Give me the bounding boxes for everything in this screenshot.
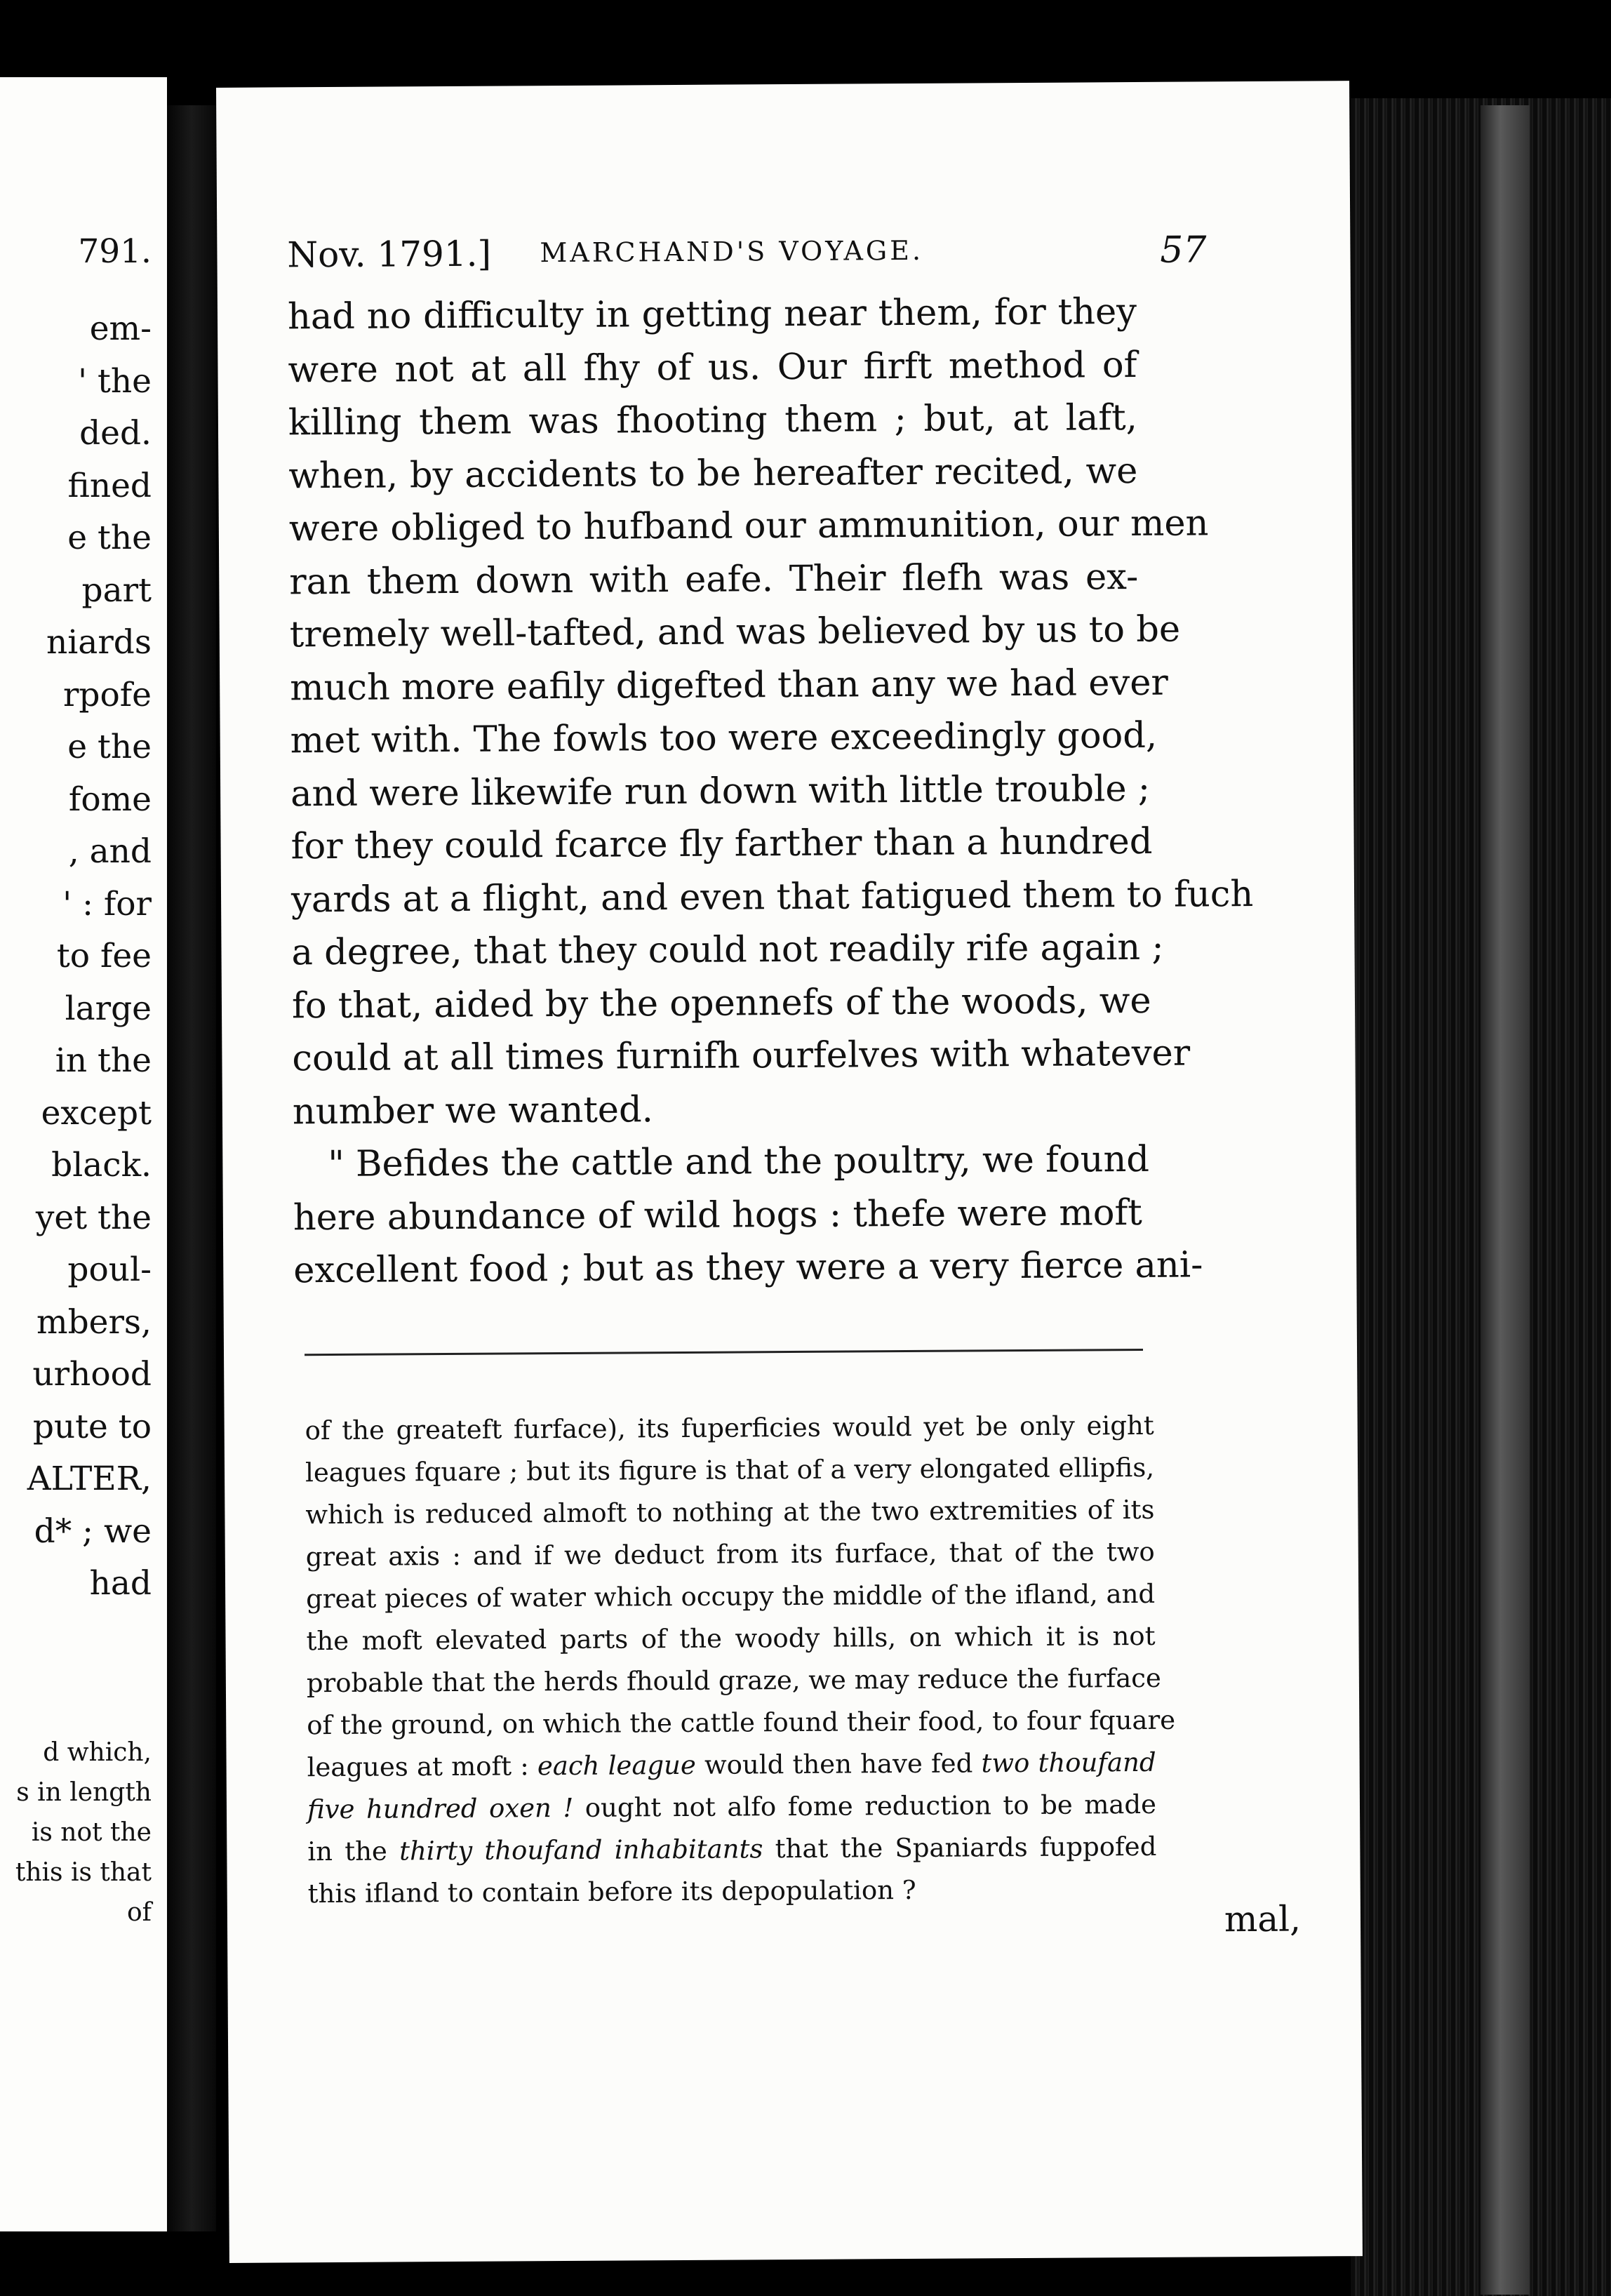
footnote-line: of the greateft furface), its fuperficies would yet be only eight <box>305 1410 1154 1446</box>
footnote-italic: two thoufand <box>981 1747 1156 1779</box>
footnote-line: great pieces of water which occupy the middle of the ifland, and <box>306 1578 1156 1615</box>
book-gutter <box>167 105 216 2231</box>
footnote-line <box>307 1826 1156 1873</box>
left-page-footnote-line: d which, <box>43 1738 152 1767</box>
left-page-line: had <box>89 1564 152 1603</box>
left-page-line: , and <box>68 832 152 871</box>
left-page-line: black. <box>51 1146 152 1184</box>
left-page-line: mbers, <box>36 1302 152 1342</box>
left-page-line: pute to <box>32 1407 152 1446</box>
left-page-line: in the <box>55 1041 152 1080</box>
body-line: " Befides the cattle and the poultry, we found <box>328 1138 1150 1186</box>
body-line: and were likewife run down with little trouble ; <box>290 768 1151 815</box>
body-line: when, by accidents to be hereafter recited, we <box>288 450 1138 497</box>
left-page-line: niards <box>46 623 152 662</box>
running-head <box>287 229 1206 283</box>
body-text <box>287 286 1254 1297</box>
footnote-line: this ifland to contain before its depopulation ? <box>307 1874 916 1909</box>
left-page-line: poul- <box>67 1250 152 1289</box>
body-line: number we wanted. <box>292 1088 654 1133</box>
footnote-span: would then have fed <box>704 1748 973 1780</box>
left-page-line: ded. <box>79 414 152 453</box>
running-head-date: Nov. 1791.] <box>287 233 492 276</box>
body-line: could at all times furnifh ourfelves with whatever <box>292 1032 1191 1080</box>
body-line: here abundance of wild hogs : thefe were moft <box>293 1192 1142 1239</box>
left-page-line: em- <box>89 309 152 348</box>
footnote-line: great axis : and if we deduct from its furface, that of the two <box>305 1536 1155 1573</box>
footnote-span: that the Spaniards fuppofed <box>775 1831 1157 1864</box>
left-page-line: yet the <box>35 1198 152 1237</box>
body-line: killing them was fhooting them ; but, at laft, <box>288 396 1138 444</box>
left-page-footnote-line: is not the <box>31 1818 152 1847</box>
left-page-line: 791. <box>78 232 152 271</box>
footnote-italic: thirty thoufand inhabitants <box>399 1834 763 1867</box>
book-edge-strip <box>1480 105 1530 2295</box>
body-line: a degree, that they could not readily rife again ; <box>291 926 1164 974</box>
footnote-italic: five hundred oxen ! <box>307 1792 574 1825</box>
body-line: had no difficulty in getting near them, for they <box>287 291 1137 338</box>
body-line: yards at a flight, and even that fatigued them to fuch <box>290 873 1254 921</box>
footnote-line: leagues fquare ; but its figure is that of a very elongated ellipfis, <box>305 1452 1155 1488</box>
page <box>216 81 1363 2263</box>
footnote-span: ought not alfo fome reduction to be made <box>584 1789 1157 1823</box>
footnote-italic: each league <box>537 1749 696 1782</box>
body-line: fo that, aided by the opennefs of the woods, we <box>291 980 1151 1027</box>
footnote-span: in the <box>307 1836 388 1867</box>
footnote-line: probable that the herds fhould graze, we may reduce the furface <box>306 1662 1161 1699</box>
left-page-line: except <box>41 1093 152 1133</box>
footnote-line: the moft elevated parts of the woody hills, on which it is not <box>306 1620 1156 1657</box>
body-line: were obliged to hufband our ammunition, our men <box>288 502 1209 550</box>
left-page-line: e the <box>67 519 152 557</box>
left-page-line: fome <box>68 780 152 819</box>
body-line: tremely well-tafted, and was believed by us to be <box>289 608 1181 656</box>
footnote-line <box>307 1742 1156 1789</box>
body-line: for they could fcarce fly farther than a hundred <box>290 820 1153 868</box>
footnote-line <box>307 1784 1156 1831</box>
left-page-line: fined <box>67 466 152 505</box>
facing-page-left <box>0 77 167 2231</box>
body-line: excellent food ; but as they were a very fierce ani- <box>293 1244 1203 1292</box>
footnote-line: which is reduced almoft to nothing at the two extremities of its <box>305 1494 1155 1530</box>
catchword: mal, <box>1224 1898 1302 1940</box>
left-page-footnote-line: of <box>127 1898 152 1927</box>
left-page-line: to fee <box>56 937 152 975</box>
left-page-footnote-line: s in length <box>16 1778 152 1807</box>
footnote-rule <box>305 1349 1143 1356</box>
running-head-title: MARCHAND'S VOYAGE. <box>540 234 924 269</box>
left-page-footnote-line: this is that <box>15 1858 152 1887</box>
body-line: were not at all fhy of us. Our firft method of <box>288 344 1137 391</box>
left-page-line: rpofe <box>62 675 152 714</box>
left-page-line: large <box>65 989 152 1028</box>
body-line: met with. The fowls too were exceedingly good, <box>290 714 1158 762</box>
left-page-line: urhood <box>32 1355 152 1394</box>
body-line: much more eafily digefted than any we had ever <box>290 662 1168 709</box>
left-page-line: ' the <box>78 361 152 401</box>
footnote-line: of the ground, on which the cattle found their food, to four fquare <box>307 1704 1176 1741</box>
left-page-line: part <box>81 570 152 610</box>
left-page-line: ALTER, <box>27 1460 152 1498</box>
footnote <box>305 1405 1176 1915</box>
footnote-span: leagues at moft : <box>307 1751 529 1783</box>
left-page-line: e the <box>67 728 152 766</box>
page-number: 57 <box>1160 229 1207 272</box>
left-page-line: ' : for <box>62 884 152 923</box>
left-page-line: d* ; we <box>34 1511 152 1551</box>
body-line: ran them down with eafe. Their flefh was ex- <box>289 556 1139 603</box>
